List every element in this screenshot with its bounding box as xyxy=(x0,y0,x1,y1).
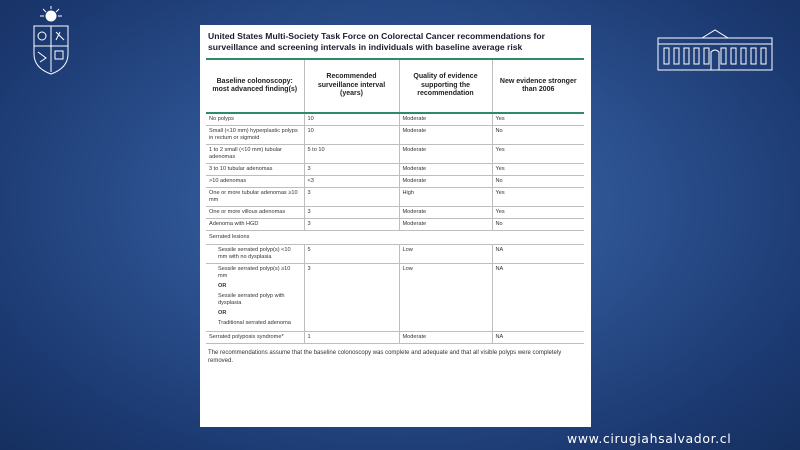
cell-interval: 5 xyxy=(304,245,399,264)
cell-interval: 1 xyxy=(304,332,399,344)
header-finding: Baseline colonoscopy: most advanced finding(s) xyxy=(206,59,304,113)
table-row xyxy=(206,245,584,264)
cell-interval: 3 xyxy=(304,207,399,219)
cell-finding: Small (<10 mm) hyperplastic polyps in rectum or sigmoid xyxy=(206,126,304,145)
cell-interval: 3 xyxy=(304,164,399,176)
finding-a: Sessile serrated polyp(s) ≥10 mm xyxy=(218,266,291,279)
cell-interval: 5 to 10 xyxy=(304,145,399,164)
table-footnote: The recommendations assume that the baseline colonoscopy was complete and adequate and that all visible polyps were completely removed. xyxy=(208,350,562,364)
cell-new: No xyxy=(492,219,584,231)
cell-new: NA xyxy=(492,332,584,344)
table-row-serrated-header xyxy=(206,231,584,245)
university-crest-icon xyxy=(26,6,76,76)
recommendations-card xyxy=(200,25,591,427)
cell-new: Yes xyxy=(492,188,584,207)
cell-new: Yes xyxy=(492,164,584,176)
cell-interval: 3 xyxy=(304,219,399,231)
table-row xyxy=(206,113,584,126)
cell-quality: Moderate xyxy=(399,126,492,145)
finding-c: Traditional serrated adenoma xyxy=(218,320,291,326)
title-line-1: United States Multi-Society Task Force on Colorectal Cancer recommendations for xyxy=(208,31,545,41)
table-row xyxy=(206,164,584,176)
cell-finding: One or more tubular adenomas ≥10 mm xyxy=(206,188,304,207)
cell-finding: Sessile serrated polyp(s) <10 mm with no dysplasia xyxy=(206,245,304,264)
table-row xyxy=(206,176,584,188)
cell-new: Yes xyxy=(492,113,584,126)
cell-quality: Moderate xyxy=(399,164,492,176)
finding-b: Sessile serrated polyp with dysplasia xyxy=(218,293,285,306)
table-row xyxy=(206,264,584,332)
title-line-2: surveillance and screening intervals in individuals with baseline average risk xyxy=(208,42,523,52)
cell-new: Yes xyxy=(492,207,584,219)
cell-new: NA xyxy=(492,245,584,264)
table-row xyxy=(206,188,584,207)
cell-quality: Moderate xyxy=(399,207,492,219)
cell-interval: 10 xyxy=(304,113,399,126)
cell-interval: 3 xyxy=(304,188,399,207)
building-facade-icon xyxy=(656,28,774,72)
table-row xyxy=(206,207,584,219)
cell-new: No xyxy=(492,126,584,145)
cell-finding: Adenoma with HGD xyxy=(206,219,304,231)
cell-interval: 3 xyxy=(304,264,399,332)
cell-finding: No polyps xyxy=(206,113,304,126)
table-row xyxy=(206,126,584,145)
cell-new: Yes xyxy=(492,145,584,164)
or-label: OR xyxy=(218,310,227,316)
header-quality: Quality of evidence supporting the recommendation xyxy=(399,59,492,113)
cell-quality: Moderate xyxy=(399,176,492,188)
cell-new: NA xyxy=(492,264,584,332)
header-interval: Recommended surveillance interval (years) xyxy=(304,59,399,113)
cell-interval: 10 xyxy=(304,126,399,145)
table-row xyxy=(206,145,584,164)
cell-quality: Low xyxy=(399,245,492,264)
table-row xyxy=(206,332,584,344)
table-row xyxy=(206,219,584,231)
cell-finding: >10 adenomas xyxy=(206,176,304,188)
cell-finding: 3 to 10 tubular adenomas xyxy=(206,164,304,176)
or-label: OR xyxy=(218,283,227,289)
cell-finding: Serrated polyposis syndrome* xyxy=(206,332,304,344)
table-header-row xyxy=(206,59,584,113)
cell-quality: Low xyxy=(399,264,492,332)
website-url: www.cirugiahsalvador.cl xyxy=(567,431,732,446)
cell-finding: One or more villous adenomas xyxy=(206,207,304,219)
cell-quality: Moderate xyxy=(399,145,492,164)
cell-finding: 1 to 2 small (<10 mm) tubular adenomas xyxy=(206,145,304,164)
cell-quality: Moderate xyxy=(399,113,492,126)
table-title xyxy=(208,31,585,53)
serrated-lesions-label: Serrated lesions xyxy=(206,231,584,245)
cell-quality: Moderate xyxy=(399,332,492,344)
surveillance-table xyxy=(206,58,584,344)
cell-finding xyxy=(206,264,304,332)
header-new-evidence: New evidence stronger than 2006 xyxy=(492,59,584,113)
cell-quality: Moderate xyxy=(399,219,492,231)
cell-new: No xyxy=(492,176,584,188)
cell-interval: <3 xyxy=(304,176,399,188)
cell-quality: High xyxy=(399,188,492,207)
